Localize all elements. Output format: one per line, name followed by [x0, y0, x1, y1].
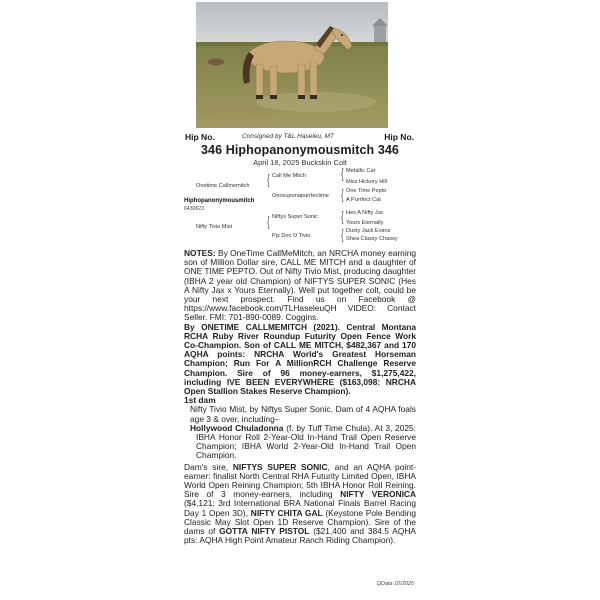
hip-label-left: Hip No.: [185, 132, 215, 142]
pedigree-sire: Onetime Callmemitch: [196, 183, 250, 189]
hip-label-right: Hip No.: [384, 132, 414, 142]
pedigree-sd-dam: A Purrfect Cat: [346, 197, 381, 203]
dams-sire-text-2: ($4,121: 3rd International BRA National Finals Barrel Racing Day 1 Open 3D),: [184, 498, 416, 518]
produce-name-3: GOTTA NIFTY PISTOL: [219, 526, 310, 537]
pedigree-brace: {: [267, 171, 270, 187]
pedigree-brace: {: [341, 226, 344, 242]
notes-label: NOTES:: [184, 248, 216, 258]
dams-sire-text-1: , and an AQHA point-earner: finalist North Central RHA Futurity Limited Open, IBHA World Open Reining Champion; 5th IBHA Honor Roll Reining. Sire of 3 money-earners, including: [184, 461, 417, 500]
sire-paragraph: By ONETIME CALLMEMITCH (2021). Central Montana RCHA Ruby River Roundup Futurity Open Fence Work Co-Champion. Son of CALL ME MITCH, $482,367 and 170 AQHA points: NRCHA World's Greatest Horseman Champion; Run For A MillionRCH Challenge Reserve Champion. Sire of 96 money-earners, $1,275,422, including IVE BEEN EVERYWHERE ($163,098: NRCHA Open Stallion Stakes Reserve Champion).: [184, 321, 416, 397]
first-dam-paragraph: Nifty Tivio Mist, by Niftys Super Sonic. Dam of 4 AQHA foals age 3 & over, including–: [190, 404, 416, 424]
pedigree-dd-sire: Dusty Jack Evans: [346, 228, 391, 234]
pedigree-ss-dam: Miss Hickory Hill: [346, 179, 388, 185]
pedigree-sire-dam: Onceuponapurrfectime: [272, 193, 329, 199]
pedigree-brace: {: [341, 208, 344, 224]
pedigree-dam-dam: Pjs Doc O Tivio: [272, 233, 311, 239]
first-dam-heading: 1st dam: [184, 395, 216, 406]
pedigree-subject: Hiphopanonymousmitch: [184, 198, 255, 204]
lot-title: 346 Hiphopanonymousmitch 346: [201, 143, 399, 157]
pedigree-sd-sire: One Time Pepto: [346, 188, 387, 194]
pedigree-dd-dam: Shea Classy Chassy: [346, 236, 398, 242]
dams-sire-paragraph: [184, 463, 416, 546]
pedigree-dam-sire: Niftys Super Sonic: [272, 214, 319, 220]
foaling-info: April 18, 2025 Buckskin Colt: [253, 158, 347, 167]
pedigree-dam: Nifty Tivio Mist: [196, 224, 233, 230]
horse-photo: [196, 2, 388, 128]
dams-sire-name: NIFTYS SUPER SONIC: [232, 461, 328, 472]
offspring-text: (f. by Tuff Time Chula). At 3, 2025: IBHA Honor Roll 2-Year-Old In-Hand Trail Open Reserve Champion; IBHA World 2-Year-Old In-Hand Trail Open Champion.: [196, 422, 417, 461]
pedigree-brace: {: [341, 165, 344, 181]
pedigree-sire-sire: Call Me Mitch: [272, 173, 306, 179]
pedigree-chart: [182, 165, 418, 246]
dams-sire-lead: Dam's sire,: [184, 461, 229, 472]
pedigree-ds-dam: Yours Eternally: [346, 220, 384, 226]
pedigree-brace: {: [267, 213, 270, 229]
offspring-paragraph: [184, 424, 416, 461]
dams-sire-text-4: ($21,400 and 384.5 AQHA pts: AQHA High Point Amateur Ranch Riding Champion).: [184, 526, 416, 546]
pedigree-brace: {: [341, 186, 344, 202]
footer-credit: QData 10/2025: [376, 581, 414, 587]
pedigree-ss-sire: Metallic Cat: [346, 168, 376, 174]
dams-sire-text-3: (Keystone Pole Bending Classic May Slot Open 1D Reserve Champion). Sire of the dams of: [184, 507, 417, 537]
sale-catalog-page: [182, 0, 418, 600]
catalog-body: [184, 249, 416, 546]
registration-number: 6430623: [184, 206, 205, 212]
pedigree-ds-sire: Hes A Nifty Jac: [346, 210, 384, 216]
produce-name-1: NIFTY VERONICA: [340, 489, 417, 500]
consignor-line: Consigned by T&L Haseleu, MT: [242, 133, 335, 140]
notes-text: By OneTime CallMeMitch, an NRCHA money earning son of Million Dollar sire, CALL ME MITCH and a daughter of ONE TIME PEPTO. Out of Nifty Tivio Mist, producing daughter (IBHA 2 year old Champion) of NIFTYS SUPER SONIC (Hes A Nifty Jax x Yours Eternally). Well put together colt, could be your next prospect. Find us on Facebook @ https://www.facebook.com/TLHaseleuQH VIDEO: Contact Seller. FMI: 701-890-0089. Coggins.: [184, 248, 417, 323]
offspring-name: Hollywood Chuladonna: [190, 422, 284, 433]
produce-name-2: NIFTY CHITA GAL: [250, 507, 323, 518]
notes-paragraph: [184, 249, 416, 323]
